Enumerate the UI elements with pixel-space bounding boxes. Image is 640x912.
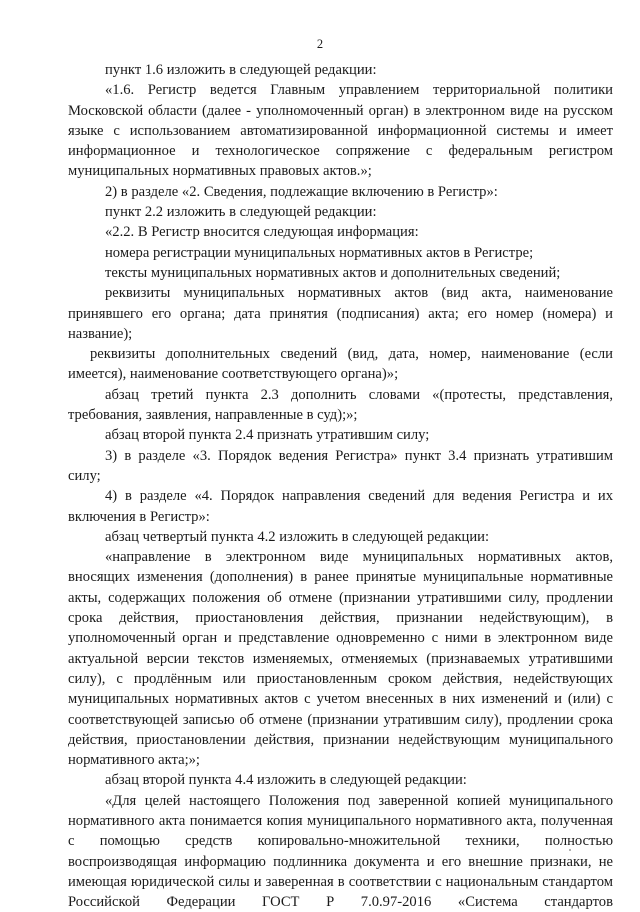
paragraph: номера регистрации муниципальных нормативных актов в Регистре; [105,244,534,261]
paragraph: пункт 1.6 изложить в следующей редакции: [105,62,377,78]
paragraph: абзац второй пункта 4.4 изложить в следующей редакции: [105,772,467,789]
page-number: 2 [316,37,324,51]
paragraph: 2) в разделе «2. Сведения, подлежащие включению в Регистр»: [105,183,498,200]
paragraph: реквизиты дополнительных сведений (вид, дата, номер, наименование (если имеется), наименование соответствующего органа)»; [68,346,613,383]
paragraph: 3) в разделе «3. Порядок ведения Регистра» пункт 3.4 признать утратившим силу; [68,447,613,484]
paragraph: абзац второй пункта 2.4 признать утратившим силу; [105,427,430,444]
paragraph: абзац четвертый пункта 4.2 изложить в следующей редакции: [105,528,490,545]
paragraph: «направление в электронном виде муниципальных нормативных актов, вносящих изменения (дополнения) в ранее принятые муниципальные нормативные акты, содержащих положения об отмене (признании утратившими силу, продлении срока действия, приостановления действия, признании недействующим), в уполномоченный орган и представление одновременно с ними в электронном виде актуальной версии текстов изменяемых, отменяемых (признаваемых утратившими силу), с продлённым или приостановленным сроком действия, недействующих муниципальных нормативных актов с учетом внесенных в них изменений и (или) с соответствующей записью об отмене (признании утратившим силу), продлении срока действия, приостановлении действия, признании недействующим муниципального нормативного акта;»; [68,549,613,769]
paragraph: «Для целей настоящего Положения под заверенной копией муниципального нормативного акта понимается копия муниципального нормативного акта, полученная с помощью средств копировально-множительной техники, полностью воспроизводящая информацию подлинника документа и его внешние признаки, не имеющая юридической силы и заверенная в соответствии с национальным стандартом Российской Федерации ГОСТ Р 7.0.97-2016 «Система стандартов [68,792,613,911]
paragraph: «1.6. Регистр ведется Главным управлением территориальной политики Московской области (далее - уполномоченный орган) в электронном виде на русском языке с использованием автоматизированной информационной системы и имеет информационное и технологическое сопряжение с федеральным регистром муниципальных нормативных правовых актов.»; [68,82,613,180]
paragraph: «2.2. В Регистр вносится следующая информация: [105,224,419,241]
paragraph: реквизиты муниципальных нормативных актов (вид акта, наименование принявшего его органа; дата принятия (подписания) акта; его номер (номера) и название); [68,285,613,342]
document-body [68,60,613,912]
scan-speck [569,849,571,851]
paragraph: тексты муниципальных нормативных актов и дополнительных сведений; [105,264,561,281]
paragraph: пункт 2.2 изложить в следующей редакции: [105,204,377,221]
paragraph: 4) в разделе «4. Порядок направления сведений для ведения Регистра и их включения в Регистр»: [68,488,613,525]
paragraph: абзац третий пункта 2.3 дополнить словами «(протесты, представления, требования, заявления, направленные в суд);»; [68,386,613,424]
